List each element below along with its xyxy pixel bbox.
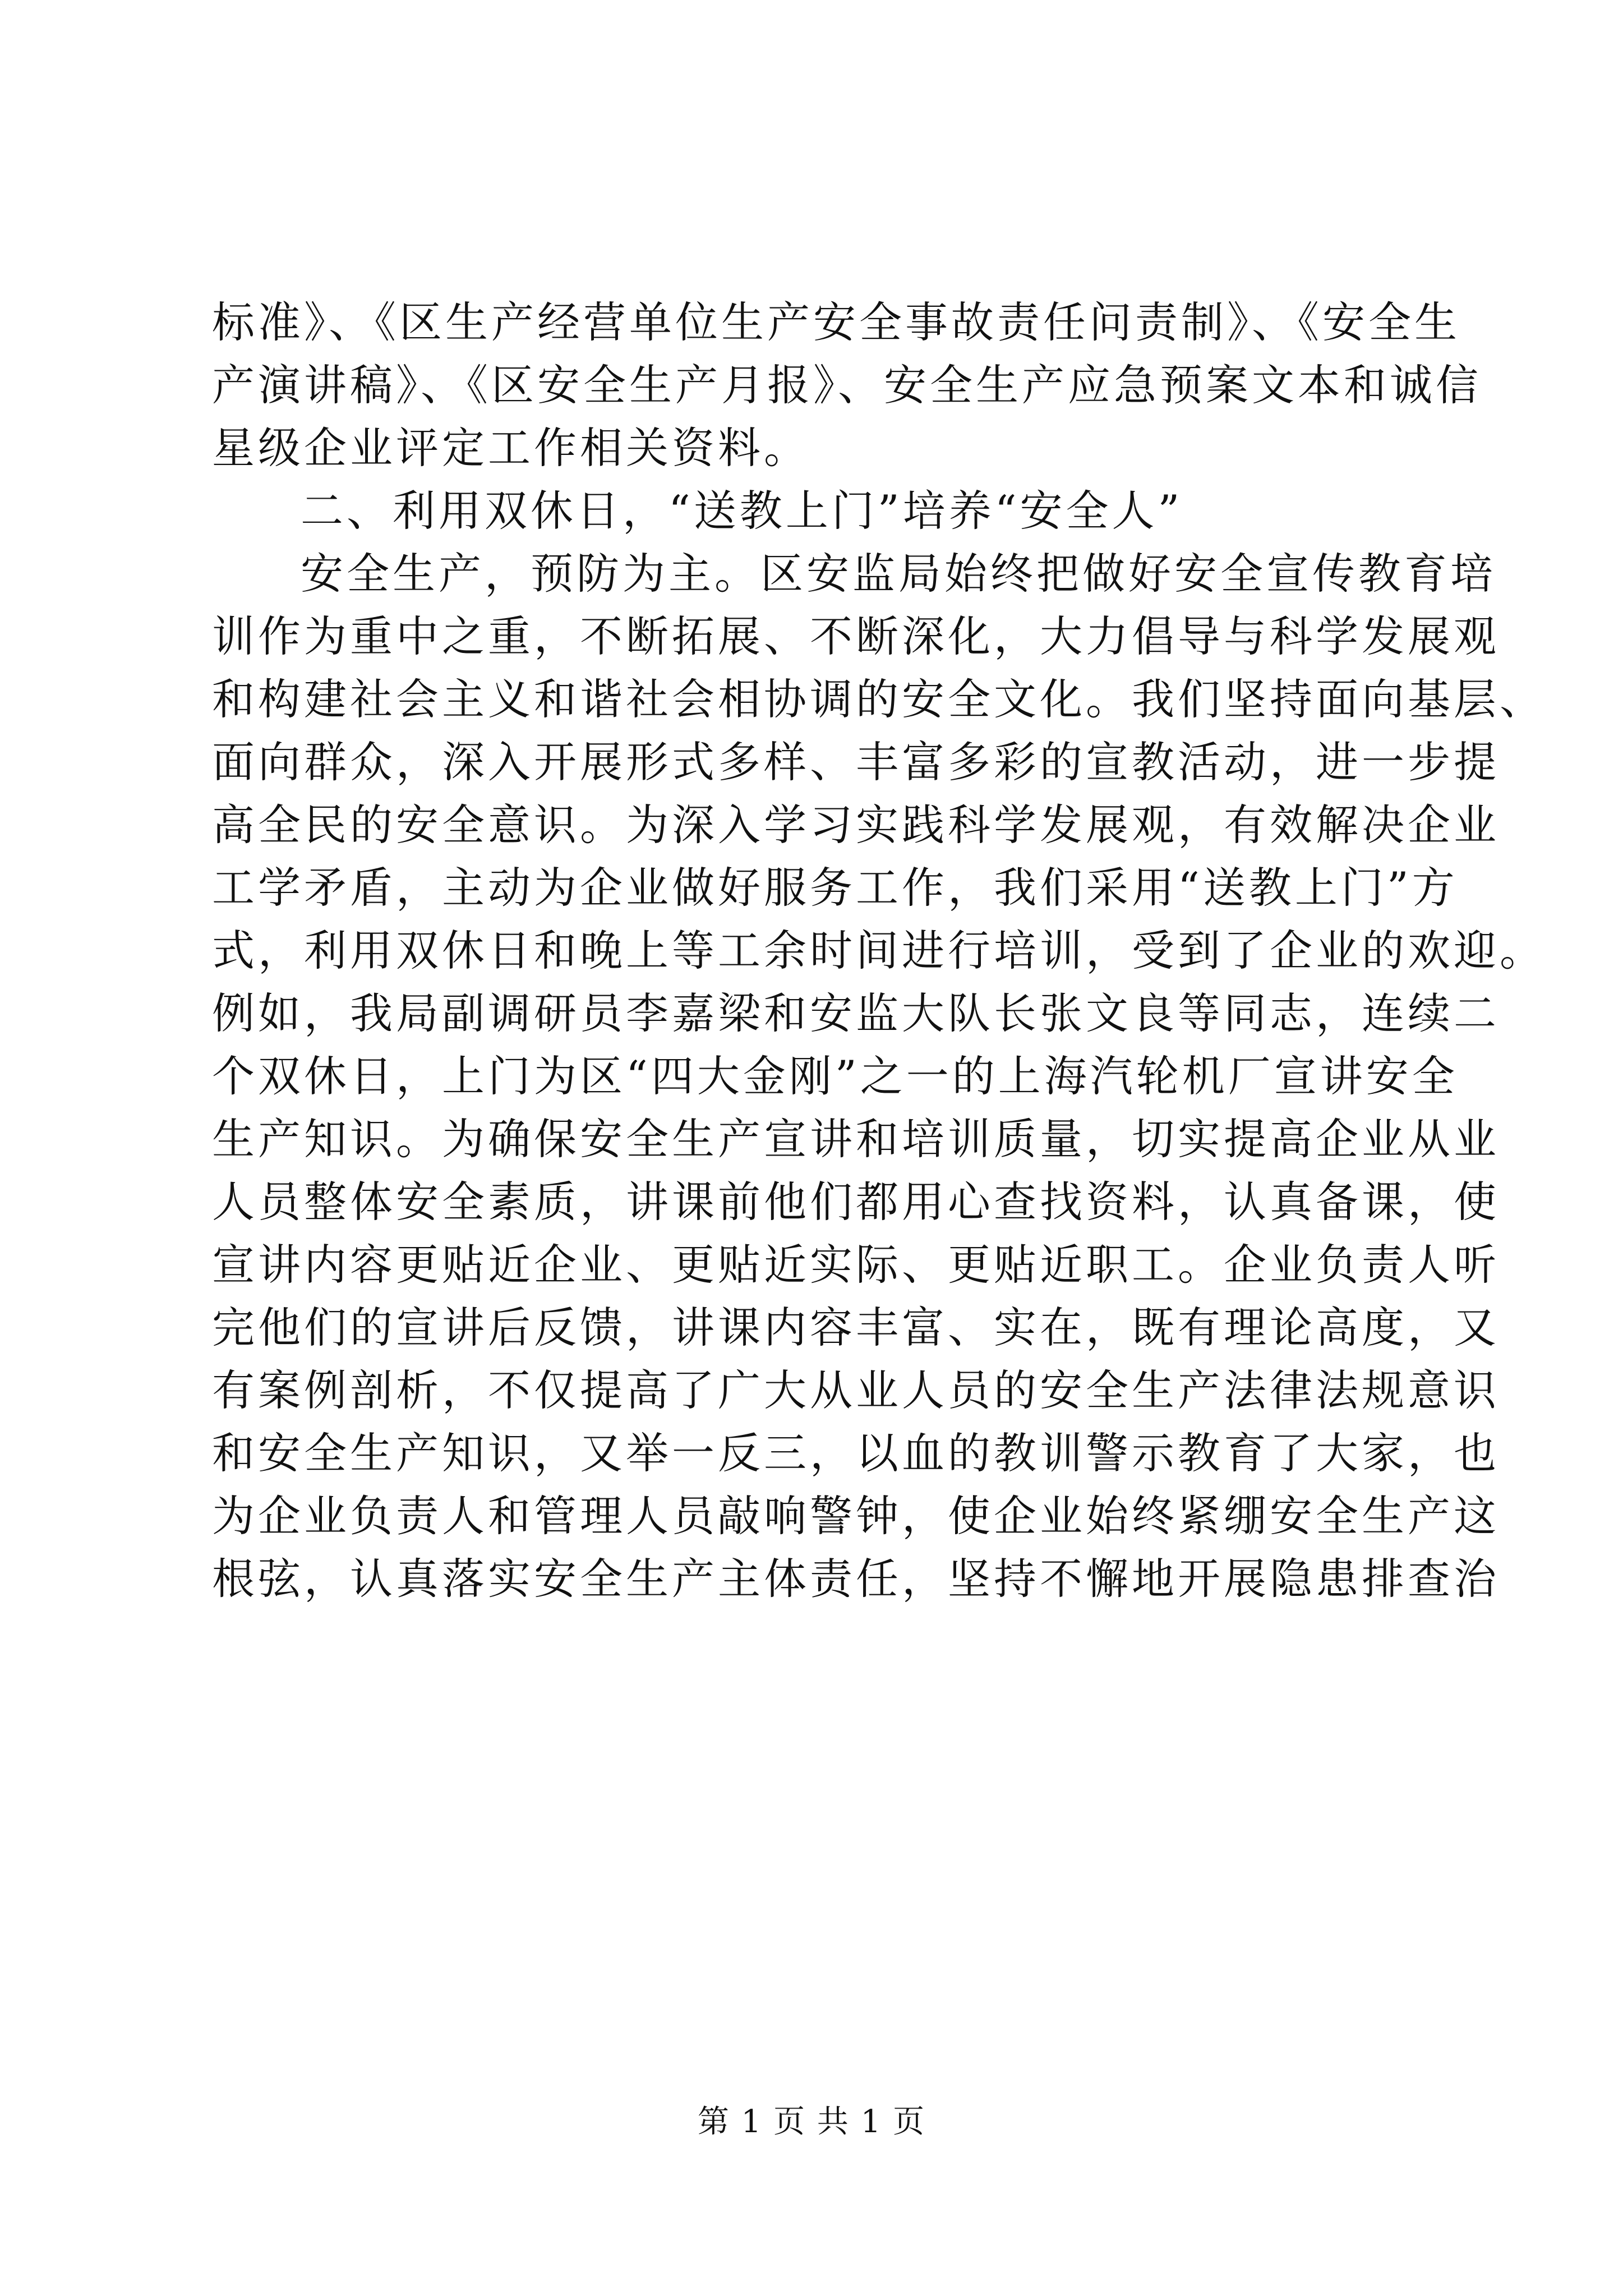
body-line-15: 人员整体安全素质，讲课前他们都用心查找资料，认真备课，使 (212, 1177, 1500, 1227)
body-line-11: 式，利用双休日和晚上等工余时间进行培训，受到了企业的欢迎。 (212, 926, 1546, 976)
body-line-20: 为企业负责人和管理人员敲响警钟，使企业始终紧绷安全生产这 (212, 1491, 1500, 1541)
body-line-21: 根弦，认真落实安全生产主体责任，坚持不懈地开展隐患排查治 (212, 1554, 1500, 1604)
body-line-3: 星级企业评定工作相关资料。 (212, 423, 810, 473)
section-heading: 二、利用双休日，“送教上门”培养“安全人” (301, 486, 1183, 536)
body-line-6: 训作为重中之重，不断拓展、不断深化，大力倡导与科学发展观 (212, 611, 1500, 661)
body-line-10: 工学矛盾，主动为企业做好服务工作，我们采用“送教上门”方 (212, 863, 1458, 913)
body-line-13: 个双休日，上门为区“四大金刚”之一的上海汽轮机厂宣讲安全 (212, 1051, 1458, 1101)
body-line-9: 高全民的安全意识。为深入学习实践科学发展观，有效解决企业 (212, 800, 1500, 850)
body-line-16: 宣讲内容更贴近企业、更贴近实际、更贴近职工。企业负责人听 (212, 1240, 1500, 1290)
body-line-18: 有案例剖析，不仅提高了广大从业人员的安全生产法律法规意识 (212, 1365, 1500, 1415)
body-line-8: 面向群众，深入开展形式多样、丰富多彩的宣教活动，进一步提 (212, 737, 1500, 787)
body-line-7: 和构建社会主义和谐社会相协调的安全文化。我们坚持面向基层、 (212, 674, 1546, 724)
body-line-12: 例如，我局副调研员李嘉梁和安监大队长张文良等同志，连续二 (212, 988, 1500, 1038)
page-footer: 第 1 页 共 1 页 (697, 2104, 926, 2140)
body-line-19: 和安全生产知识，又举一反三，以血的教训警示教育了大家，也 (212, 1428, 1500, 1478)
body-line-17: 完他们的宣讲后反馈，讲课内容丰富、实在，既有理论高度，又 (212, 1303, 1500, 1352)
paragraph-first-line: 安全生产，预防为主。区安监局始终把做好安全宣传教育培 (301, 549, 1496, 599)
body-line-2: 产演讲稿》、《区安全生产月报》、安全生产应急预案文本和诚信 (212, 360, 1482, 410)
body-line-14: 生产知识。为确保安全生产宣讲和培训质量，切实提高企业从业 (212, 1114, 1500, 1164)
body-line-1: 标准》、《区生产经营单位生产安全事故责任问责制》、《安全生 (212, 297, 1460, 347)
